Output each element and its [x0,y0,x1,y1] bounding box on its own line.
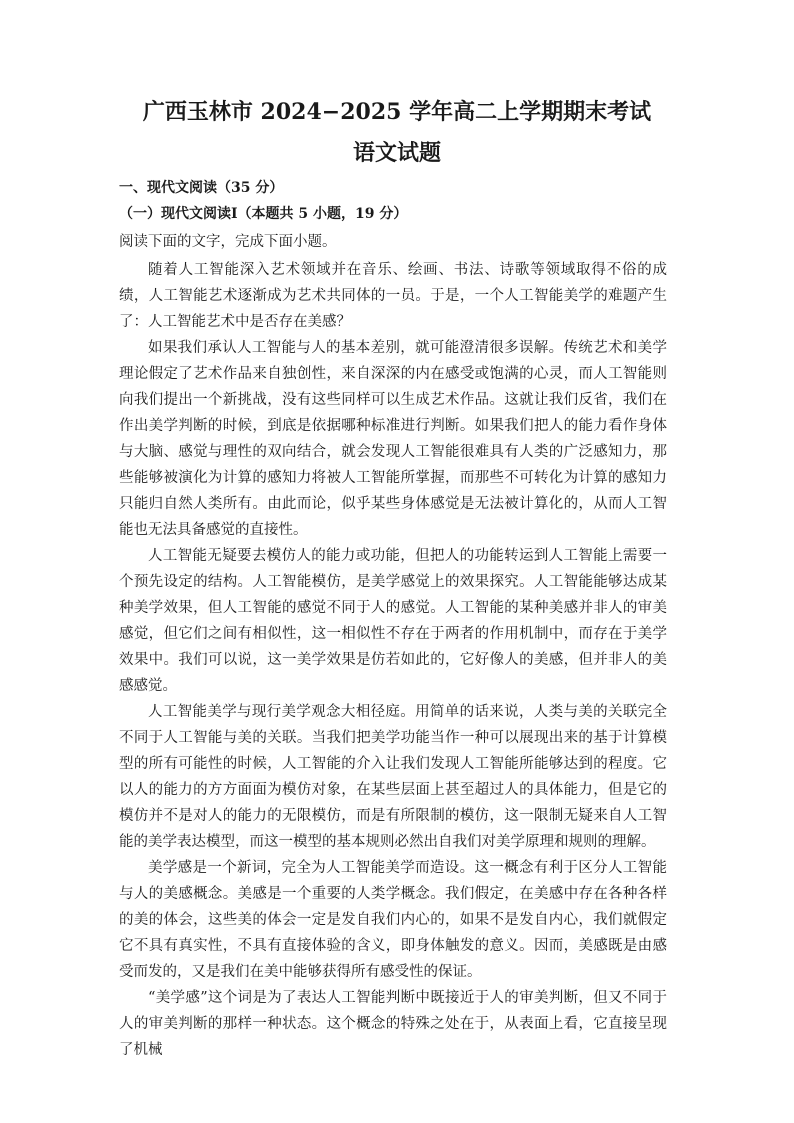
passage-paragraph: 如果我们承认人工智能与人的基本差别，就可能澄清很多误解。传统艺术和美学理论假定了艺术作品来自独创性，来自深深的内在感受或饱满的心灵，而人工智能则向我们提出一个新挑战，没有这些同样可以生成艺术作品。这就让我们反省，我们在作出美学判断的时候，到底是依据哪种标准进行判断。如果我们把人的能力看作身体与大脑、感觉与理性的双向结合，就会发现人工智能很难具有人类的广泛感知力，那些能够被演化为计算的感知力将被人工智能所掌握，而那些不可转化为计算的感知力只能归自然人类所有。由此而论，似乎某些身体感觉是无法被计算化的，从而人工智能也无法具备感觉的直接性。 [119,340,667,538]
passage-paragraph: 人工智能美学与现行美学观念大相径庭。用简单的话来说，人类与美的关联完全不同于人工智能与美的关联。当我们把美学功能当作一种可以展现出来的基于计算模型的所有可能性的时候，人工智能的介入让我们发现人工智能所能够达到的程度。它以人的能力的方方面面为模仿对象，在某些层面上甚至超过人的具体能力，但是它的模仿并不是对人的能力的无限模仿，而是有所限制的模仿，这一限制无疑来自人工智能的美学表达模型，而这一模型的基本规则必然出自我们对美学原理和规则的理解。 [119,704,667,850]
passage-paragraph: 美学感是一个新词，完全为人工智能美学而造设。这一概念有利于区分人工智能与人的美感概念。美感是一个重要的人类学概念。我们假定，在美感中存在各种各样的美的体会，这些美的体会一定是发自我们内心的，如果不是发自内心，我们就假定它不具有真实性，不具有直接体验的含义，即身体触发的意义。因而，美感既是由感受而发的，又是我们在美中能够获得所有感受性的保证。 [119,860,667,980]
document-subtitle: 语文试题 [352,140,441,166]
passage-paragraph: 人工智能无疑要去模仿人的能力或功能，但把人的功能转运到人工智能上需要一个预先设定的结构。人工智能模仿，是美学感觉上的效果探究。人工智能能够达成某种美学效果，但人工智能的感觉不同于人的感觉。人工智能的某种美感并非人的审美感觉，但它们之间有相似性，这一相似性不存在于两者的作用机制中，而存在于美学效果中。我们可以说，这一美学效果是仿若如此的，它好像人的美感，但并非人的美感感觉。 [119,548,667,694]
subsection-heading: （一）现代文阅读Ⅰ（本题共 5 小题，19 分） [119,206,408,222]
passage-body [119,257,667,1063]
passage-paragraph: “美学感”这个词是为了表达人工智能判断中既接近于人的审美判断，但又不同于人的审美判断的那样一种状态。这个概念的特殊之处在于，从表面上看，它直接呈现了机械 [119,990,667,1058]
reading-instruction: 阅读下面的文字，完成下面小题。 [119,234,337,250]
document-title: 广西玉林市 2024−2025 学年高二上学期期末考试 [142,99,652,125]
section-heading: 一、现代文阅读（35 分） [119,180,284,196]
passage-paragraph: 随着人工智能深入艺术领域并在音乐、绘画、书法、诗歌等领域取得不俗的成绩，人工智能艺术逐渐成为艺术共同体的一员。于是，一个人工智能美学的难题产生了：人工智能艺术中是否存在美感？ [119,262,667,330]
